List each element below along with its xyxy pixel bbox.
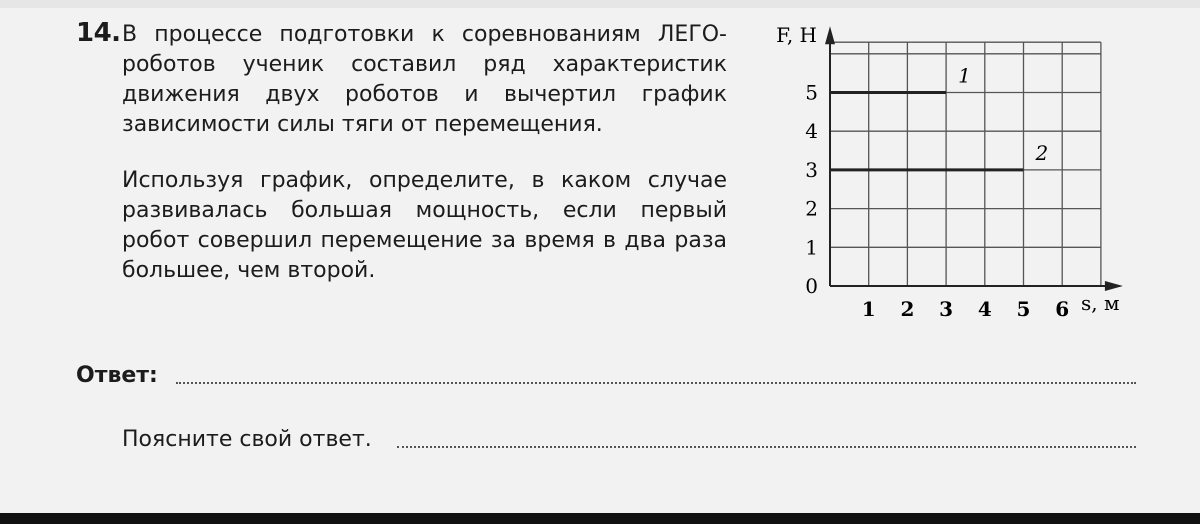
x-tick-label: 6 [1055,297,1070,321]
bottom-edge [0,513,1200,524]
question-text: В процессе подготовки к соревнованиям ЛЕГО-роботов ученик составил ряд характеристик движения двух роботов и вычертил график зависимости силы тяги от перемещения. [122,22,727,137]
x-tick-label: 1 [861,297,876,321]
y-axis-label: F, Н [776,23,817,47]
force-displacement-chart [755,14,1155,324]
x-tick-label: 3 [939,297,954,321]
answer-line[interactable] [176,382,1136,384]
series-label-1: 1 [958,63,971,88]
y-tick-label: 3 [805,157,818,182]
x-axis-arrow [1105,281,1123,291]
y-tick-label: 1 [805,235,818,260]
explain-label: Поясните свой ответ. [122,427,372,452]
y-axis-arrow [825,26,835,44]
y-tick-label: 4 [805,119,818,144]
series-label-2: 2 [1035,140,1049,165]
chart-ticks [805,81,1069,322]
top-edge [0,0,1200,8]
chart-series [830,64,1048,170]
y-tick-label: 2 [805,196,818,221]
x-tick-label: 4 [977,297,992,321]
explain-line[interactable] [397,446,1136,448]
x-axis-label: s, м [1081,291,1120,315]
answer-label: Ответ: [76,363,158,388]
chart-axes [825,26,1123,291]
x-tick-label: 2 [900,297,915,321]
question-number: 14. [76,18,121,48]
x-tick-label: 5 [1016,297,1031,321]
question-task: Используя график, определите, в каком случае развивалась большая мощность, если первый робот совершил перемещение за время в два раза большее, чем второй. [122,168,727,283]
y-tick-label: 0 [805,274,818,298]
y-tick-label: 5 [805,80,818,105]
